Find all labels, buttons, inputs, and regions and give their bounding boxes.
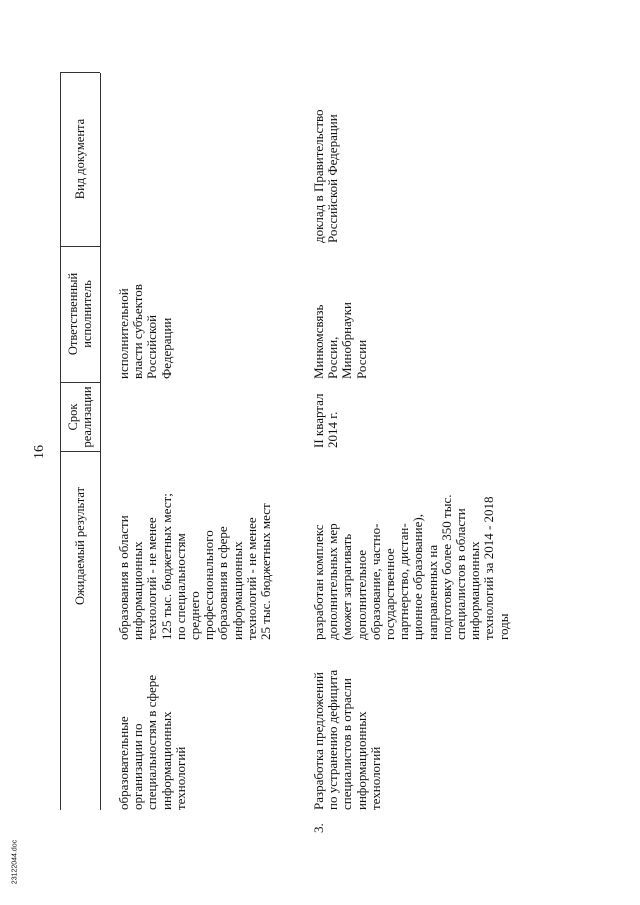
rotated-table <box>0 5 640 905</box>
row2-number: 3. <box>311 823 326 833</box>
header-expected-result: Ожидаемый результат <box>73 486 87 606</box>
header-responsible: Ответственный исполнитель <box>66 272 94 356</box>
document-filename: 23122044.doc <box>11 839 19 885</box>
header-document-type: Вид документа <box>73 118 87 200</box>
header-deadline: Срок реализации <box>66 386 94 448</box>
row2-responsible: Минкомсвязь России, Минобрнауки России <box>311 302 369 379</box>
row2-deadline: II квартал 2014 г. <box>311 393 341 448</box>
row1-measure: образовательные организации по специальностям в сфере информационных технологий <box>116 674 188 810</box>
row1-responsible: исполнительной власти субъектов Российской Федерации <box>116 284 174 379</box>
table-line <box>100 73 101 810</box>
page-number: 16 <box>32 445 47 459</box>
row2-document: доклад в Правительство Российской Федерации <box>311 109 341 243</box>
row2-result: разработан комплекс дополнительных мер (может затрагивать дополнительное образование, частно- государственное партнерство, дистан- ционное образование), направленных на подготовку более 350 тыс. специалистов в области информационных технологий за 2014 - 2018 годы <box>311 494 511 640</box>
row1-result: образования в области информационных технологий - не менее 125 тыс. бюджетных мест; по специальностям среднего профессионального образования в сфере информационных технологий - не менее 25 тыс. бюджетных мест <box>116 493 274 640</box>
table-line <box>60 382 100 383</box>
table-line <box>60 73 61 810</box>
row2-measure: Разработка предложений по устранению дефицита специалистов в отрасли информационных технологий <box>311 669 383 810</box>
